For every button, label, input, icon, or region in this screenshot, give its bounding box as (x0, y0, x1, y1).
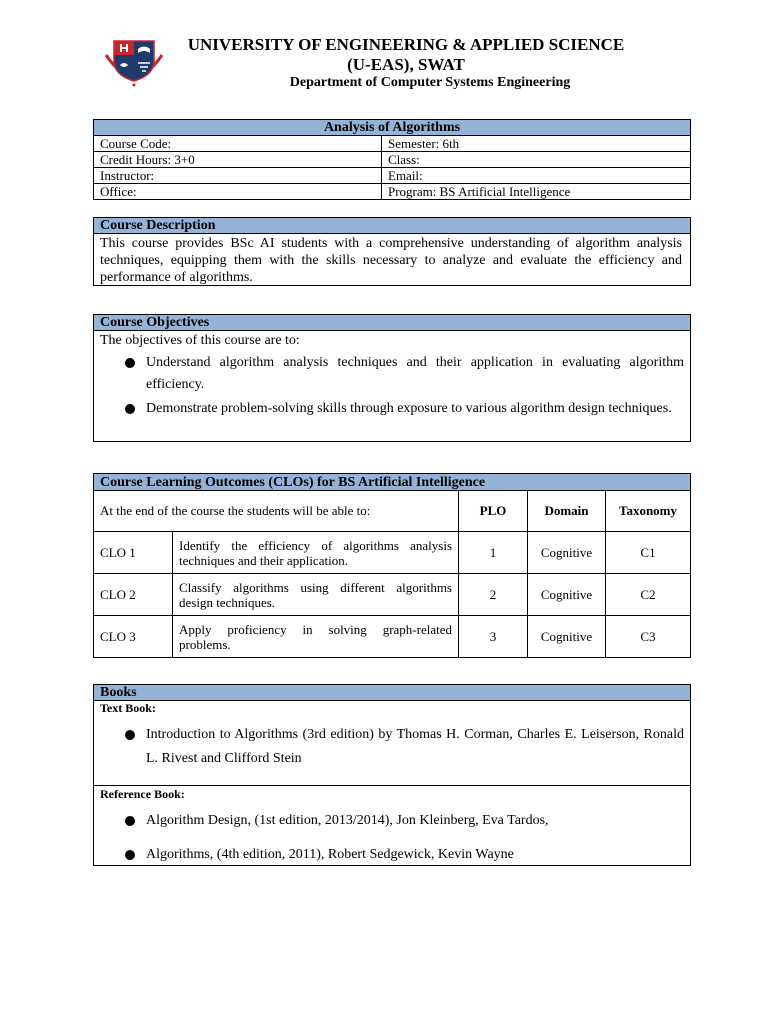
reference-book-label: Reference Book: (100, 787, 185, 801)
email-cell: Email: (382, 168, 691, 184)
course-description-section (93, 217, 691, 286)
clo-description: Apply proficiency in solving graph-related problems. (173, 616, 459, 658)
bullet-icon (125, 358, 135, 368)
reference-book-item (94, 810, 690, 832)
clo-plo: 2 (459, 574, 528, 616)
clo-plo: 1 (459, 532, 528, 574)
program-cell: Program: BS Artificial Intelligence (382, 184, 691, 200)
course-info-table (93, 119, 691, 200)
bullet-icon (125, 850, 135, 860)
plo-column-header: PLO (459, 491, 528, 532)
objective-text: Demonstrate problem-solving skills through exposure to various algorithm design techniques. (146, 401, 672, 416)
clo-domain: Cognitive (528, 616, 606, 658)
clo-description: Classify algorithms using different algorithms design techniques. (173, 574, 459, 616)
university-name: UNIVERSITY OF ENGINEERING & APPLIED SCIENCE (187, 35, 625, 54)
clo-intro: At the end of the course the students will be able to: (94, 491, 459, 532)
reference-book-item (94, 844, 690, 866)
clo-description: Identify the efficiency of algorithms analysis techniques and their application. (173, 532, 459, 574)
text-book-item (94, 723, 690, 781)
clo-taxonomy: C1 (606, 532, 691, 574)
domain-column-header: Domain (528, 491, 606, 532)
clo-table (93, 473, 691, 658)
clo-taxonomy: C2 (606, 574, 691, 616)
books-heading: Books (94, 685, 690, 701)
reference-book-title: Algorithm Design, (1st edition, 2013/2014), Jon Kleinberg, Eva Tardos, (146, 813, 549, 828)
course-description-heading: Course Description (94, 218, 690, 234)
clo-domain: Cognitive (528, 532, 606, 574)
semester-cell: Semester: 6th (382, 136, 691, 152)
course-code-cell: Course Code: (94, 136, 382, 152)
instructor-cell: Instructor: (94, 168, 382, 184)
book-divider (94, 785, 690, 786)
text-book-title: Introduction to Algorithms (3rd edition) by Thomas H. Corman, Charles E. Leiserson, Ronald L. Rivest and Clifford Stein (146, 727, 684, 766)
course-objectives-heading: Course Objectives (94, 315, 690, 331)
course-description-text: This course provides BSc AI students with a comprehensive understanding of algorithm analysis techniques, equipping them with the skills necessary to analyze and evaluate the efficiency and performance of algorithms. (100, 236, 682, 285)
books-section (93, 684, 691, 866)
office-cell: Office: (94, 184, 382, 200)
reference-book-title: Algorithms, (4th edition, 2011), Robert Sedgewick, Kevin Wayne (146, 847, 514, 862)
course-objectives-section (93, 314, 691, 442)
clo-heading: Course Learning Outcomes (CLOs) for BS Artificial Intelligence (94, 474, 691, 491)
text-book-label: Text Book: (100, 701, 156, 715)
objective-item (94, 352, 690, 396)
table-row (94, 574, 691, 616)
table-row (94, 616, 691, 658)
taxonomy-column-header: Taxonomy (606, 491, 691, 532)
class-cell: Class: (382, 152, 691, 168)
bullet-icon (125, 816, 135, 826)
credit-hours-cell: Credit Hours: 3+0 (94, 152, 382, 168)
clo-plo: 3 (459, 616, 528, 658)
course-title: Analysis of Algorithms (94, 120, 691, 136)
university-short-name: (U-EAS), SWAT (347, 55, 465, 74)
clo-id: CLO 2 (94, 574, 173, 616)
objective-text: Understand algorithm analysis techniques and their application in evaluating algorithm efficiency. (146, 355, 684, 392)
clo-taxonomy: C3 (606, 616, 691, 658)
table-row (94, 532, 691, 574)
clo-id: CLO 1 (94, 532, 173, 574)
clo-domain: Cognitive (528, 574, 606, 616)
objectives-intro: The objectives of this course are to: (100, 333, 300, 348)
department-name: Department of Computer Systems Engineering (289, 75, 571, 90)
document-header (0, 30, 768, 100)
clo-id: CLO 3 (94, 616, 173, 658)
objective-item (94, 398, 690, 420)
bullet-icon (125, 730, 135, 740)
bullet-icon (125, 404, 135, 414)
